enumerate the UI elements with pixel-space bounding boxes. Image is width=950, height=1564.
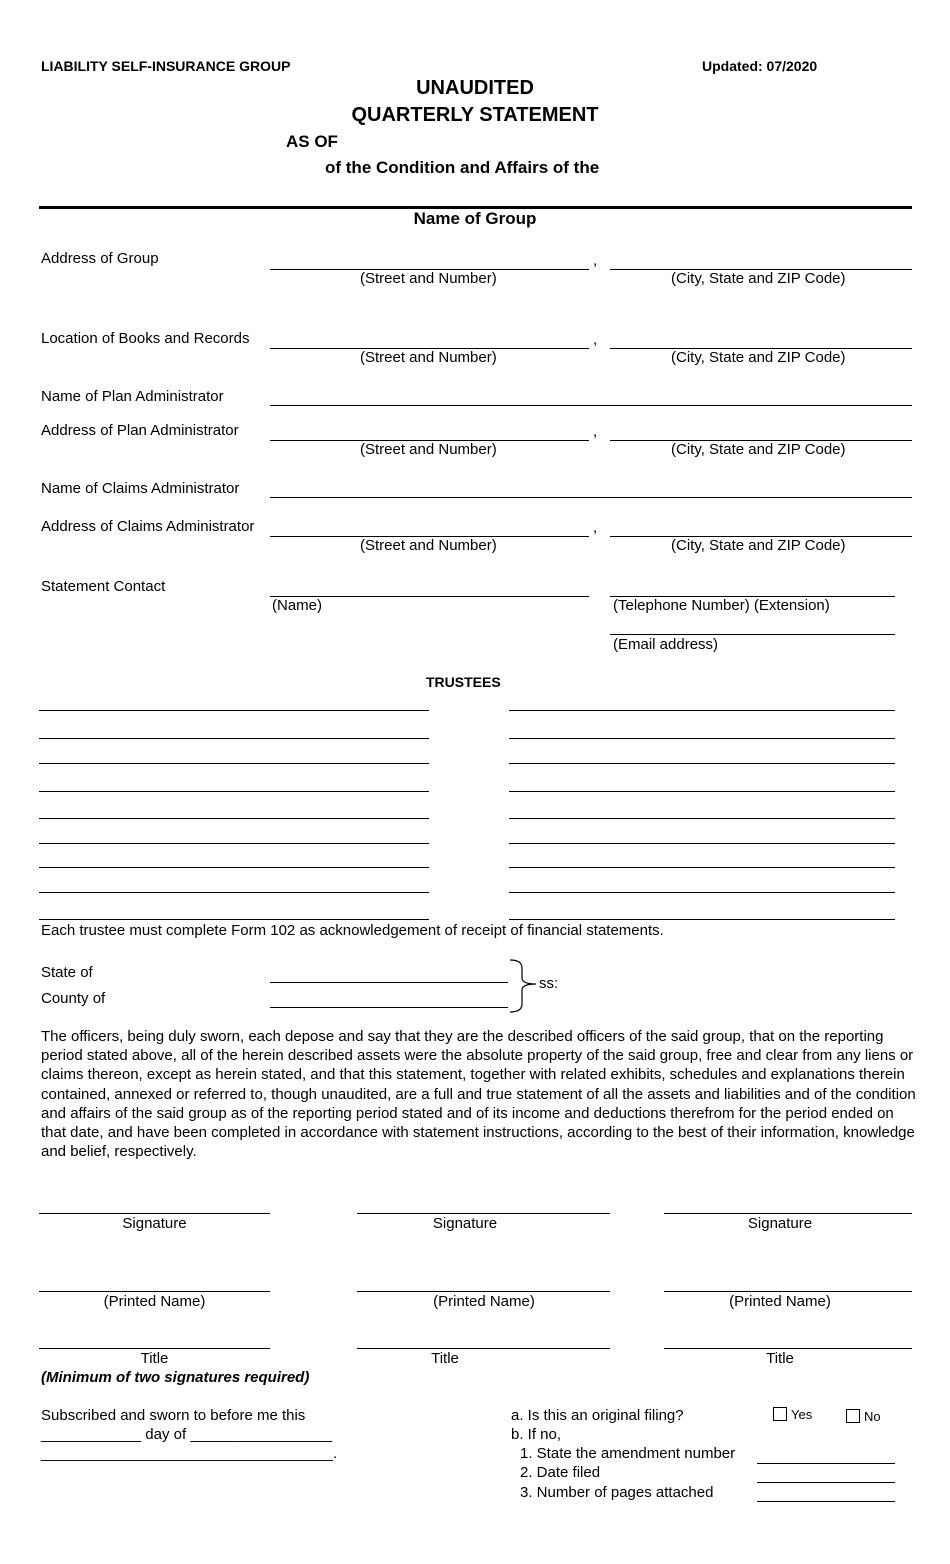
trustee-line[interactable] <box>39 791 429 792</box>
yes-label: Yes <box>791 1407 813 1422</box>
printed-name-caption: (Printed Name) <box>729 1293 831 1310</box>
trustee-line[interactable] <box>39 919 429 920</box>
city-caption: (City, State and ZIP Code) <box>671 270 846 287</box>
state-of-label: State of <box>41 964 93 981</box>
title-line-1[interactable] <box>39 1348 270 1349</box>
county-of-label: County of <box>41 990 106 1007</box>
amendment-number-label: 1. State the amendment number <box>520 1445 736 1462</box>
signature-line-3[interactable] <box>664 1213 912 1214</box>
plan-admin-address-label: Address of Plan Administrator <box>41 422 239 439</box>
plan-admin-name-label: Name of Plan Administrator <box>41 388 224 405</box>
title-quarterly-statement: QUARTERLY STATEMENT <box>351 104 599 126</box>
trustee-line[interactable] <box>39 763 429 764</box>
city-caption: (City, State and ZIP Code) <box>671 537 846 554</box>
no-label: No <box>864 1409 881 1424</box>
trustee-line[interactable] <box>509 763 895 764</box>
title-caption: Title <box>766 1350 794 1367</box>
trustee-line[interactable] <box>509 738 895 739</box>
title-line-2[interactable] <box>357 1348 610 1349</box>
trustee-form-note: Each trustee must complete Form 102 as acknowledgement of receipt of financial statements. <box>41 922 664 939</box>
sworn-notary-line[interactable]: ___________________________________. <box>41 1445 338 1462</box>
claims-admin-name-label: Name of Claims Administrator <box>41 480 240 497</box>
updated-date: Updated: 07/2020 <box>702 58 818 74</box>
trustee-line[interactable] <box>509 892 895 893</box>
city-caption: (City, State and ZIP Code) <box>671 441 846 458</box>
name-of-group-label: Name of Group <box>413 209 537 228</box>
pages-attached-field[interactable] <box>757 1501 895 1502</box>
comma: , <box>593 519 598 536</box>
subtitle: of the Condition and Affairs of the <box>325 158 600 177</box>
street-caption: (Street and Number) <box>360 537 497 554</box>
signature-line-1[interactable] <box>39 1213 270 1214</box>
statement-contact-label: Statement Contact <box>41 578 166 595</box>
as-of-label: AS OF <box>286 132 338 151</box>
pages-attached-label: 3. Number of pages attached <box>520 1484 714 1501</box>
address-of-group-label: Address of Group <box>41 250 159 267</box>
trustee-line[interactable] <box>509 843 895 844</box>
printed-name-line-3[interactable] <box>664 1291 912 1292</box>
trustee-line[interactable] <box>39 818 429 819</box>
title-unaudited: UNAUDITED <box>416 77 534 99</box>
name-caption: (Name) <box>272 597 323 614</box>
yes-checkbox[interactable] <box>773 1407 787 1421</box>
street-caption: (Street and Number) <box>360 270 497 287</box>
comma: , <box>593 252 598 269</box>
original-filing-question: a. Is this an original filing? <box>511 1407 684 1424</box>
if-no-label: b. If no, <box>511 1426 562 1443</box>
trustee-line[interactable] <box>39 843 429 844</box>
signature-caption: Signature <box>122 1215 187 1232</box>
no-checkbox[interactable] <box>846 1409 860 1423</box>
trustees-heading: TRUSTEES <box>426 674 501 690</box>
trustee-line[interactable] <box>39 738 429 739</box>
contact-email-field[interactable] <box>610 634 895 635</box>
street-caption: (Street and Number) <box>360 441 497 458</box>
date-filed-field[interactable] <box>757 1482 895 1483</box>
amendment-number-field[interactable] <box>757 1463 895 1464</box>
minimum-signatures-note: (Minimum of two signatures required) <box>41 1369 310 1386</box>
trustee-line[interactable] <box>509 867 895 868</box>
signature-caption: Signature <box>432 1215 498 1232</box>
phone-caption: (Telephone Number) (Extension) <box>613 597 830 614</box>
oath-paragraph: The officers, being duly sworn, each depose and say that they are the described officers of the said group, that on the reporting period stated above, all of the herein described assets were the absolute property of the said group, free and clear from any liens or claims thereon, except as herein stated, and that this statement, together with related exhibits, schedules and explanations therein contained, annexed or referred to, though unaudited, are a full and true statement of all the assets and liabilities and of the condition and affairs of the said group as of the reporting period stated and of its income and deductions therefrom for the period ended on that date, and have been completed in accordance with statement instructions, according to the best of their information, knowledge and belief, respectively. <box>41 1028 916 1161</box>
date-filed-label: 2. Date filed <box>520 1464 601 1481</box>
trustee-line[interactable] <box>39 892 429 893</box>
comma: , <box>593 423 598 440</box>
trustee-line[interactable] <box>509 710 895 711</box>
trustee-line[interactable] <box>509 791 895 792</box>
printed-name-caption: (Printed Name) <box>103 1293 206 1310</box>
sworn-line-1: Subscribed and sworn to before me this <box>41 1407 306 1424</box>
plan-admin-name-field[interactable] <box>270 405 912 406</box>
printed-name-line-2[interactable] <box>357 1291 610 1292</box>
signature-line-2[interactable] <box>357 1213 610 1214</box>
ss-label: ss: <box>539 975 559 992</box>
email-caption: (Email address) <box>613 636 719 653</box>
city-caption: (City, State and ZIP Code) <box>671 349 846 366</box>
title-caption: Title <box>140 1350 169 1367</box>
claims-admin-address-label: Address of Claims Administrator <box>41 518 255 535</box>
printed-name-caption: (Printed Name) <box>433 1293 535 1310</box>
trustee-line[interactable] <box>39 710 429 711</box>
trustee-line[interactable] <box>509 818 895 819</box>
sworn-day-of[interactable]: ____________ day of _________________ <box>41 1426 333 1443</box>
signature-caption: Signature <box>747 1215 813 1232</box>
org-name: LIABILITY SELF-INSURANCE GROUP <box>41 58 291 74</box>
claims-admin-name-field[interactable] <box>270 497 912 498</box>
trustee-line[interactable] <box>39 867 429 868</box>
county-field[interactable] <box>270 1007 508 1008</box>
trustee-line[interactable] <box>509 919 895 920</box>
books-location-label: Location of Books and Records <box>41 330 250 347</box>
comma: , <box>593 331 598 348</box>
brace-icon <box>506 958 542 1014</box>
street-caption: (Street and Number) <box>360 349 497 366</box>
title-line-3[interactable] <box>664 1348 912 1349</box>
title-caption: Title <box>431 1350 459 1367</box>
printed-name-line-1[interactable] <box>39 1291 270 1292</box>
state-field[interactable] <box>270 982 508 983</box>
